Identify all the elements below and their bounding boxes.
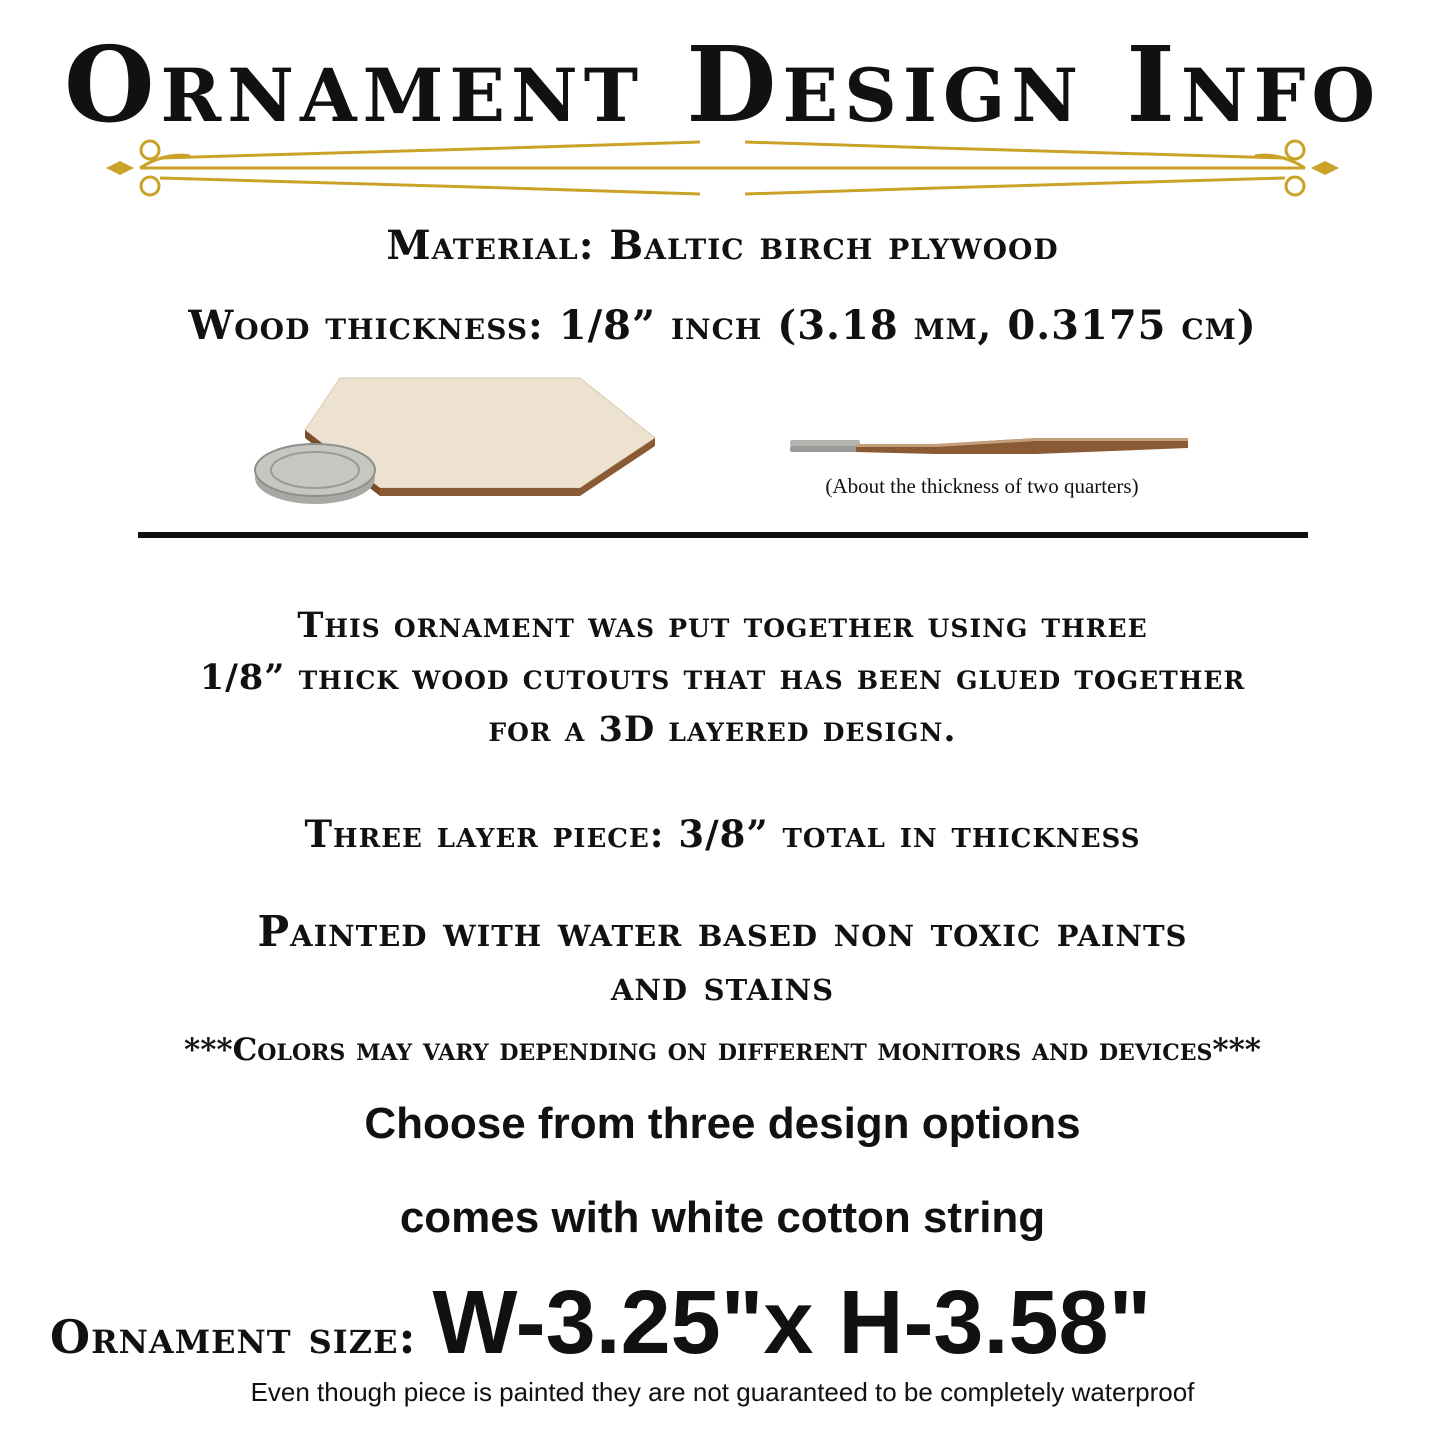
- wood-hexagon-with-coins-photo: [250, 370, 670, 520]
- waterproof-disclaimer: Even though piece is painted they are not guaranteed to be completely waterproof: [250, 1377, 1195, 1407]
- size-label: Ornament size:: [50, 1310, 417, 1364]
- gold-flourish-divider: [100, 128, 1345, 208]
- section-divider: [138, 532, 1308, 538]
- photo-caption: (About the thickness of two quarters): [825, 474, 1139, 498]
- ornament-size-row: [50, 1272, 1395, 1382]
- description-line: for a 3D layered design.: [488, 709, 957, 750]
- design-options-text: Choose from three design options: [364, 1099, 1081, 1148]
- side-view-thickness-photo: [786, 430, 1196, 466]
- layer-thickness-text: Three layer piece: 3/8” total in thickness: [304, 812, 1141, 856]
- color-disclaimer: ***Colors may vary depending on different monitors and devices***: [184, 1032, 1261, 1068]
- string-info-text: comes with white cotton string: [399, 1193, 1046, 1242]
- material-text: Material: Baltic birch plywood: [386, 222, 1059, 269]
- paint-info-line: and stains: [610, 961, 835, 1010]
- size-value: W-3.25"x H-3.58": [432, 1273, 1152, 1373]
- description-line: This ornament was put together using three: [297, 605, 1148, 646]
- paint-info-line: Painted with water based non toxic paints: [257, 907, 1188, 956]
- description-line: 1/8” thick wood cutouts that has been glued together: [199, 657, 1246, 698]
- wood-thickness-text: Wood thickness: 1/8” inch (3.18 mm, 0.3175 cm): [188, 302, 1257, 349]
- page-title: Ornament Design Info: [63, 23, 1382, 146]
